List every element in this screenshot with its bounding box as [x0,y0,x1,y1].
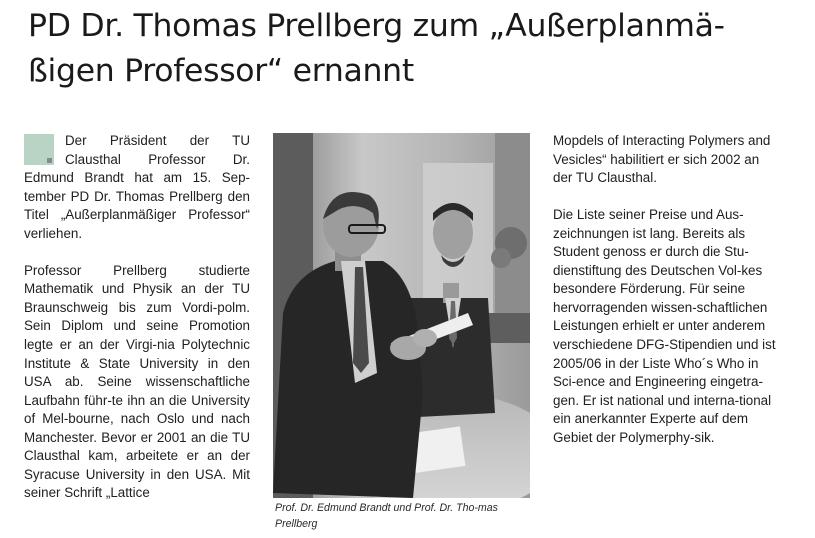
headline-line-2: ßigen Professor“ ernannt [28,53,414,89]
photo-caption: Prof. Dr. Edmund Brandt und Prof. Dr. Tho-mas Prellberg [275,502,498,530]
article-photo [273,133,530,498]
headline-line-1: PD Dr. Thomas Prellberg zum „Außerplanmä- [28,8,725,44]
paragraph-career: Professor Prellberg studierte Mathematik und Physik an der TU Braunschweig bis zum Vordi-polm. Sein Diplom und seine Promotion legte er an der Virgi-nia Polytechnic Institute & State University in den USA ab. Seine wissenschaftliche Laufbahn führ-te ihn an die University of Mel-bourne, nach Oslo und nach Manchester. Bevor er 2001 an die TU Clausthal kam, arbeitete er an der Syracuse University in den USA. Mit seiner Schrift „Lattice [24,262,250,501]
paragraph-intro: Der Präsident der TU Clausthal Professor Dr. Edmund Brandt hat am 15. Sep-tember PD Dr. Thomas Prellberg den Titel „Außerplanmäßiger Professor“ verliehen. [24,133,250,241]
article-column-left [24,132,250,503]
article-column-right [553,132,777,447]
initial-box-corner-dot [47,158,52,163]
paragraph-habilitation: Mopdels of Interacting Polymers and Vesicles“ habilitiert er sich 2002 an der TU Clausthal. [553,133,771,186]
article-headline [28,4,808,94]
paragraph-awards: Die Liste seiner Preise und Aus-zeichnungen ist lang. Bereits als Student genoss er durch die Stu-dienstiftung des Deutschen Vol-kes besondere Förderung. Für seine hervorragenden wissen-schaftlichen Leistungen erhielt er unter anderem verschiedene DFG-Stipendien und ist 2005/06 in der Liste Who´s Who in Sci-ence and Engineering eingetra-gen. Er ist national und interna-tional ein anerkannter Experte auf dem Gebiet der Polymerphy-sik. [553,207,776,445]
photo-two-men-ceremony [273,133,530,498]
decorative-initial-box [24,134,56,167]
